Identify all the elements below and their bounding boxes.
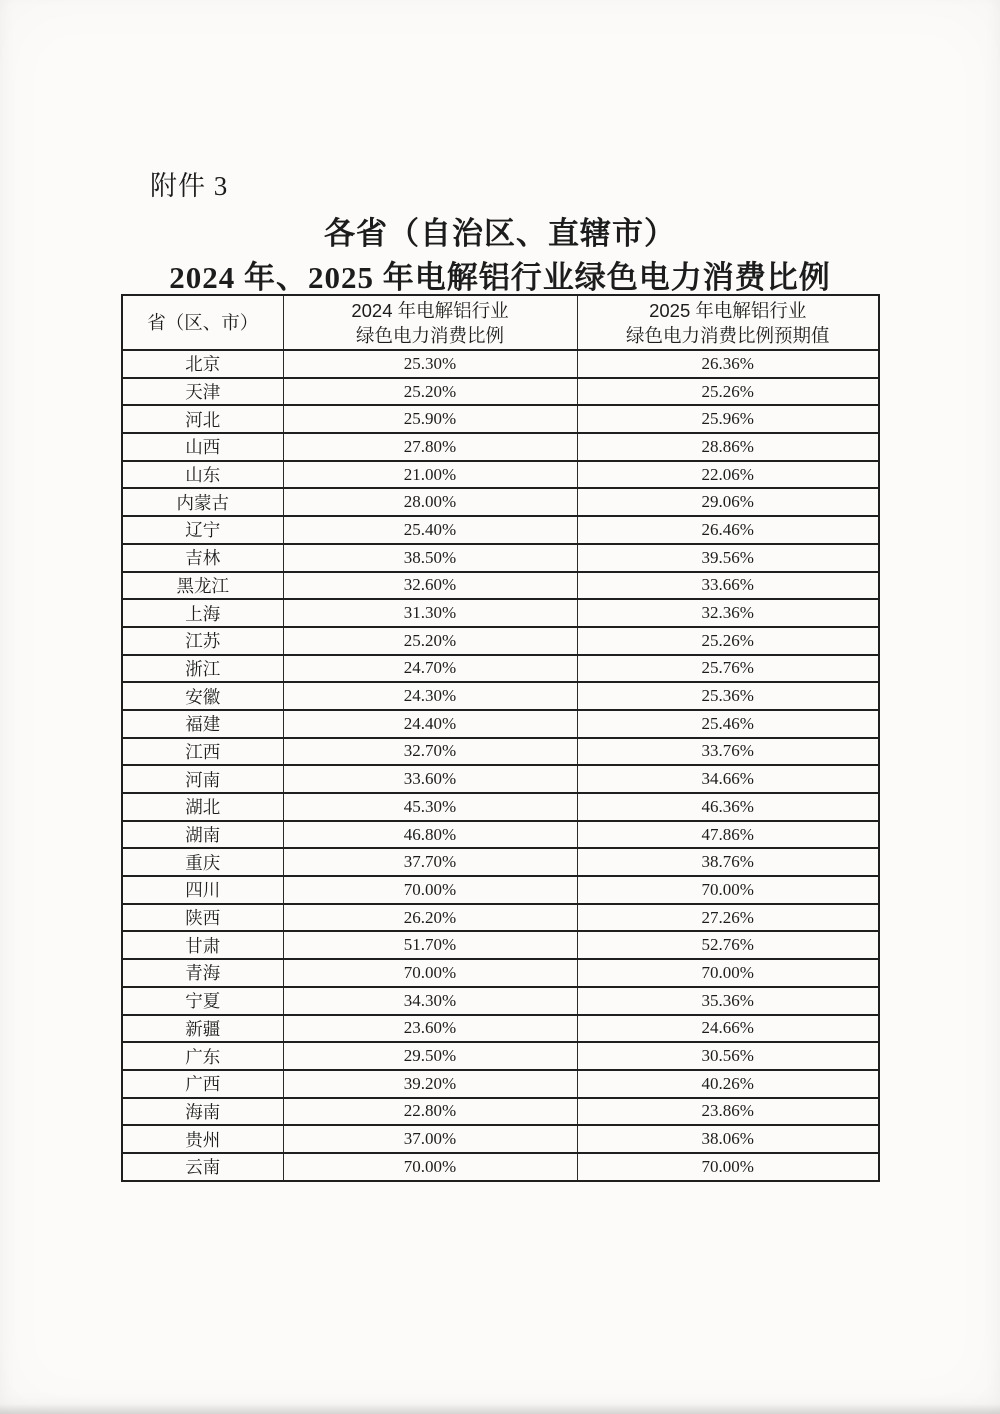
ratio-2024-cell: 27.80% bbox=[283, 433, 577, 461]
ratio-2024-cell: 45.30% bbox=[283, 793, 577, 821]
table-row bbox=[122, 1098, 879, 1126]
ratio-2025-cell: 40.26% bbox=[577, 1070, 879, 1098]
ratio-2025-cell: 25.26% bbox=[577, 378, 879, 406]
table-row bbox=[122, 655, 879, 683]
header-2024-line1: 2024 年电解铝行业 bbox=[351, 299, 509, 321]
ratio-2025-cell: 28.86% bbox=[577, 433, 879, 461]
table-row bbox=[122, 931, 879, 959]
ratio-2024-cell: 34.30% bbox=[283, 987, 577, 1015]
ratio-2024-cell: 70.00% bbox=[283, 959, 577, 987]
ratio-2025-cell: 47.86% bbox=[577, 821, 879, 849]
ratio-2025-cell: 25.46% bbox=[577, 710, 879, 738]
province-cell: 福建 bbox=[122, 710, 283, 738]
attachment-label: 附件 3 bbox=[150, 171, 229, 201]
table-row bbox=[122, 1125, 879, 1153]
table-row bbox=[122, 987, 879, 1015]
table-row bbox=[122, 821, 879, 849]
province-cell: 上海 bbox=[122, 599, 283, 627]
province-cell: 广西 bbox=[122, 1070, 283, 1098]
ratio-2025-cell: 35.36% bbox=[577, 987, 879, 1015]
ratio-2024-cell: 25.20% bbox=[283, 378, 577, 406]
province-cell: 北京 bbox=[122, 350, 283, 378]
province-cell: 江西 bbox=[122, 738, 283, 766]
ratio-2024-cell: 38.50% bbox=[283, 544, 577, 572]
ratio-2024-cell: 23.60% bbox=[283, 1015, 577, 1043]
ratio-2024-cell: 39.20% bbox=[283, 1070, 577, 1098]
ratio-2024-cell: 24.70% bbox=[283, 655, 577, 683]
header-2024-line2: 绿色电力消费比例 bbox=[355, 324, 504, 346]
province-cell: 吉林 bbox=[122, 544, 283, 572]
province-cell: 浙江 bbox=[122, 655, 283, 683]
ratio-2024-cell: 31.30% bbox=[283, 599, 577, 627]
ratio-2025-cell: 33.66% bbox=[577, 572, 879, 600]
table-row bbox=[122, 1015, 879, 1043]
ratio-2025-cell: 25.96% bbox=[577, 405, 879, 433]
ratio-2024-cell: 46.80% bbox=[283, 821, 577, 849]
ratio-2025-cell: 29.06% bbox=[577, 488, 879, 516]
table-row bbox=[122, 627, 879, 655]
table-row bbox=[122, 765, 879, 793]
ratio-2025-cell: 25.76% bbox=[577, 655, 879, 683]
ratio-2024-cell: 70.00% bbox=[283, 1153, 577, 1181]
ratio-2025-cell: 24.66% bbox=[577, 1015, 879, 1043]
table-row bbox=[122, 738, 879, 766]
province-cell: 辽宁 bbox=[122, 516, 283, 544]
doc-title-line2: 2024 年、2025 年电解铝行业绿色电力消费比例 bbox=[169, 260, 831, 295]
province-cell: 广东 bbox=[122, 1042, 283, 1070]
table-row bbox=[122, 488, 879, 516]
header-2024-ratio bbox=[283, 295, 577, 350]
table-row bbox=[122, 599, 879, 627]
ratio-2024-cell: 51.70% bbox=[283, 931, 577, 959]
province-cell: 黑龙江 bbox=[122, 572, 283, 600]
table-row bbox=[122, 461, 879, 489]
header-2025-line2: 绿色电力消费比例预期值 bbox=[625, 324, 830, 346]
ratio-2024-cell: 32.60% bbox=[283, 572, 577, 600]
ratio-2024-cell: 26.20% bbox=[283, 904, 577, 932]
ratio-2025-cell: 70.00% bbox=[577, 1153, 879, 1181]
province-cell: 陕西 bbox=[122, 904, 283, 932]
province-cell: 贵州 bbox=[122, 1125, 283, 1153]
ratio-2024-cell: 33.60% bbox=[283, 765, 577, 793]
ratio-2025-cell: 27.26% bbox=[577, 904, 879, 932]
table-row bbox=[122, 1070, 879, 1098]
table-row bbox=[122, 710, 879, 738]
table-row bbox=[122, 959, 879, 987]
ratio-2025-cell: 52.76% bbox=[577, 931, 879, 959]
table-row bbox=[122, 876, 879, 904]
ratio-2024-cell: 24.30% bbox=[283, 682, 577, 710]
province-cell: 河南 bbox=[122, 765, 283, 793]
table-row bbox=[122, 544, 879, 572]
table-row bbox=[122, 378, 879, 406]
ratio-2025-cell: 32.36% bbox=[577, 599, 879, 627]
table-row bbox=[122, 572, 879, 600]
province-cell: 安徽 bbox=[122, 682, 283, 710]
ratio-2024-cell: 29.50% bbox=[283, 1042, 577, 1070]
ratio-2025-cell: 46.36% bbox=[577, 793, 879, 821]
header-2025-ratio bbox=[577, 295, 879, 350]
green-power-ratio-table bbox=[121, 294, 880, 1182]
province-cell: 云南 bbox=[122, 1153, 283, 1181]
province-cell: 江苏 bbox=[122, 627, 283, 655]
ratio-2024-cell: 24.40% bbox=[283, 710, 577, 738]
province-cell: 四川 bbox=[122, 876, 283, 904]
ratio-2025-cell: 26.46% bbox=[577, 516, 879, 544]
table-row bbox=[122, 350, 879, 378]
province-cell: 内蒙古 bbox=[122, 488, 283, 516]
header-province: 省（区、市） bbox=[122, 295, 283, 350]
ratio-2024-cell: 37.70% bbox=[283, 848, 577, 876]
province-cell: 天津 bbox=[122, 378, 283, 406]
ratio-2025-cell: 38.76% bbox=[577, 848, 879, 876]
table-row bbox=[122, 433, 879, 461]
ratio-2024-cell: 25.40% bbox=[283, 516, 577, 544]
table-header-row bbox=[122, 295, 879, 350]
table-row bbox=[122, 516, 879, 544]
ratio-2024-cell: 70.00% bbox=[283, 876, 577, 904]
ratio-2025-cell: 34.66% bbox=[577, 765, 879, 793]
province-cell: 甘肃 bbox=[122, 931, 283, 959]
ratio-2025-cell: 70.00% bbox=[577, 876, 879, 904]
ratio-2024-cell: 21.00% bbox=[283, 461, 577, 489]
ratio-2025-cell: 38.06% bbox=[577, 1125, 879, 1153]
ratio-2024-cell: 32.70% bbox=[283, 738, 577, 766]
table-row bbox=[122, 848, 879, 876]
ratio-2025-cell: 23.86% bbox=[577, 1098, 879, 1126]
province-cell: 湖北 bbox=[122, 793, 283, 821]
ratio-2024-cell: 22.80% bbox=[283, 1098, 577, 1126]
province-cell: 青海 bbox=[122, 959, 283, 987]
table-row bbox=[122, 1042, 879, 1070]
ratio-2025-cell: 30.56% bbox=[577, 1042, 879, 1070]
ratio-2025-cell: 26.36% bbox=[577, 350, 879, 378]
table-row bbox=[122, 793, 879, 821]
province-cell: 宁夏 bbox=[122, 987, 283, 1015]
table-row bbox=[122, 682, 879, 710]
province-cell: 海南 bbox=[122, 1098, 283, 1126]
ratio-2024-cell: 25.20% bbox=[283, 627, 577, 655]
province-cell: 山东 bbox=[122, 461, 283, 489]
ratio-2025-cell: 25.26% bbox=[577, 627, 879, 655]
province-cell: 新疆 bbox=[122, 1015, 283, 1043]
province-cell: 山西 bbox=[122, 433, 283, 461]
table-row bbox=[122, 904, 879, 932]
ratio-2025-cell: 39.56% bbox=[577, 544, 879, 572]
province-cell: 河北 bbox=[122, 405, 283, 433]
province-cell: 重庆 bbox=[122, 848, 283, 876]
table-row bbox=[122, 1153, 879, 1181]
ratio-2025-cell: 33.76% bbox=[577, 738, 879, 766]
ratio-2024-cell: 28.00% bbox=[283, 488, 577, 516]
province-cell: 湖南 bbox=[122, 821, 283, 849]
ratio-2024-cell: 25.30% bbox=[283, 350, 577, 378]
header-2025-line1: 2025 年电解铝行业 bbox=[649, 299, 807, 321]
table-row bbox=[122, 405, 879, 433]
ratio-2025-cell: 22.06% bbox=[577, 461, 879, 489]
ratio-2024-cell: 37.00% bbox=[283, 1125, 577, 1153]
doc-title-line1: 各省（自治区、直辖市） bbox=[324, 216, 676, 251]
ratio-2024-cell: 25.90% bbox=[283, 405, 577, 433]
ratio-2025-cell: 25.36% bbox=[577, 682, 879, 710]
ratio-2025-cell: 70.00% bbox=[577, 959, 879, 987]
